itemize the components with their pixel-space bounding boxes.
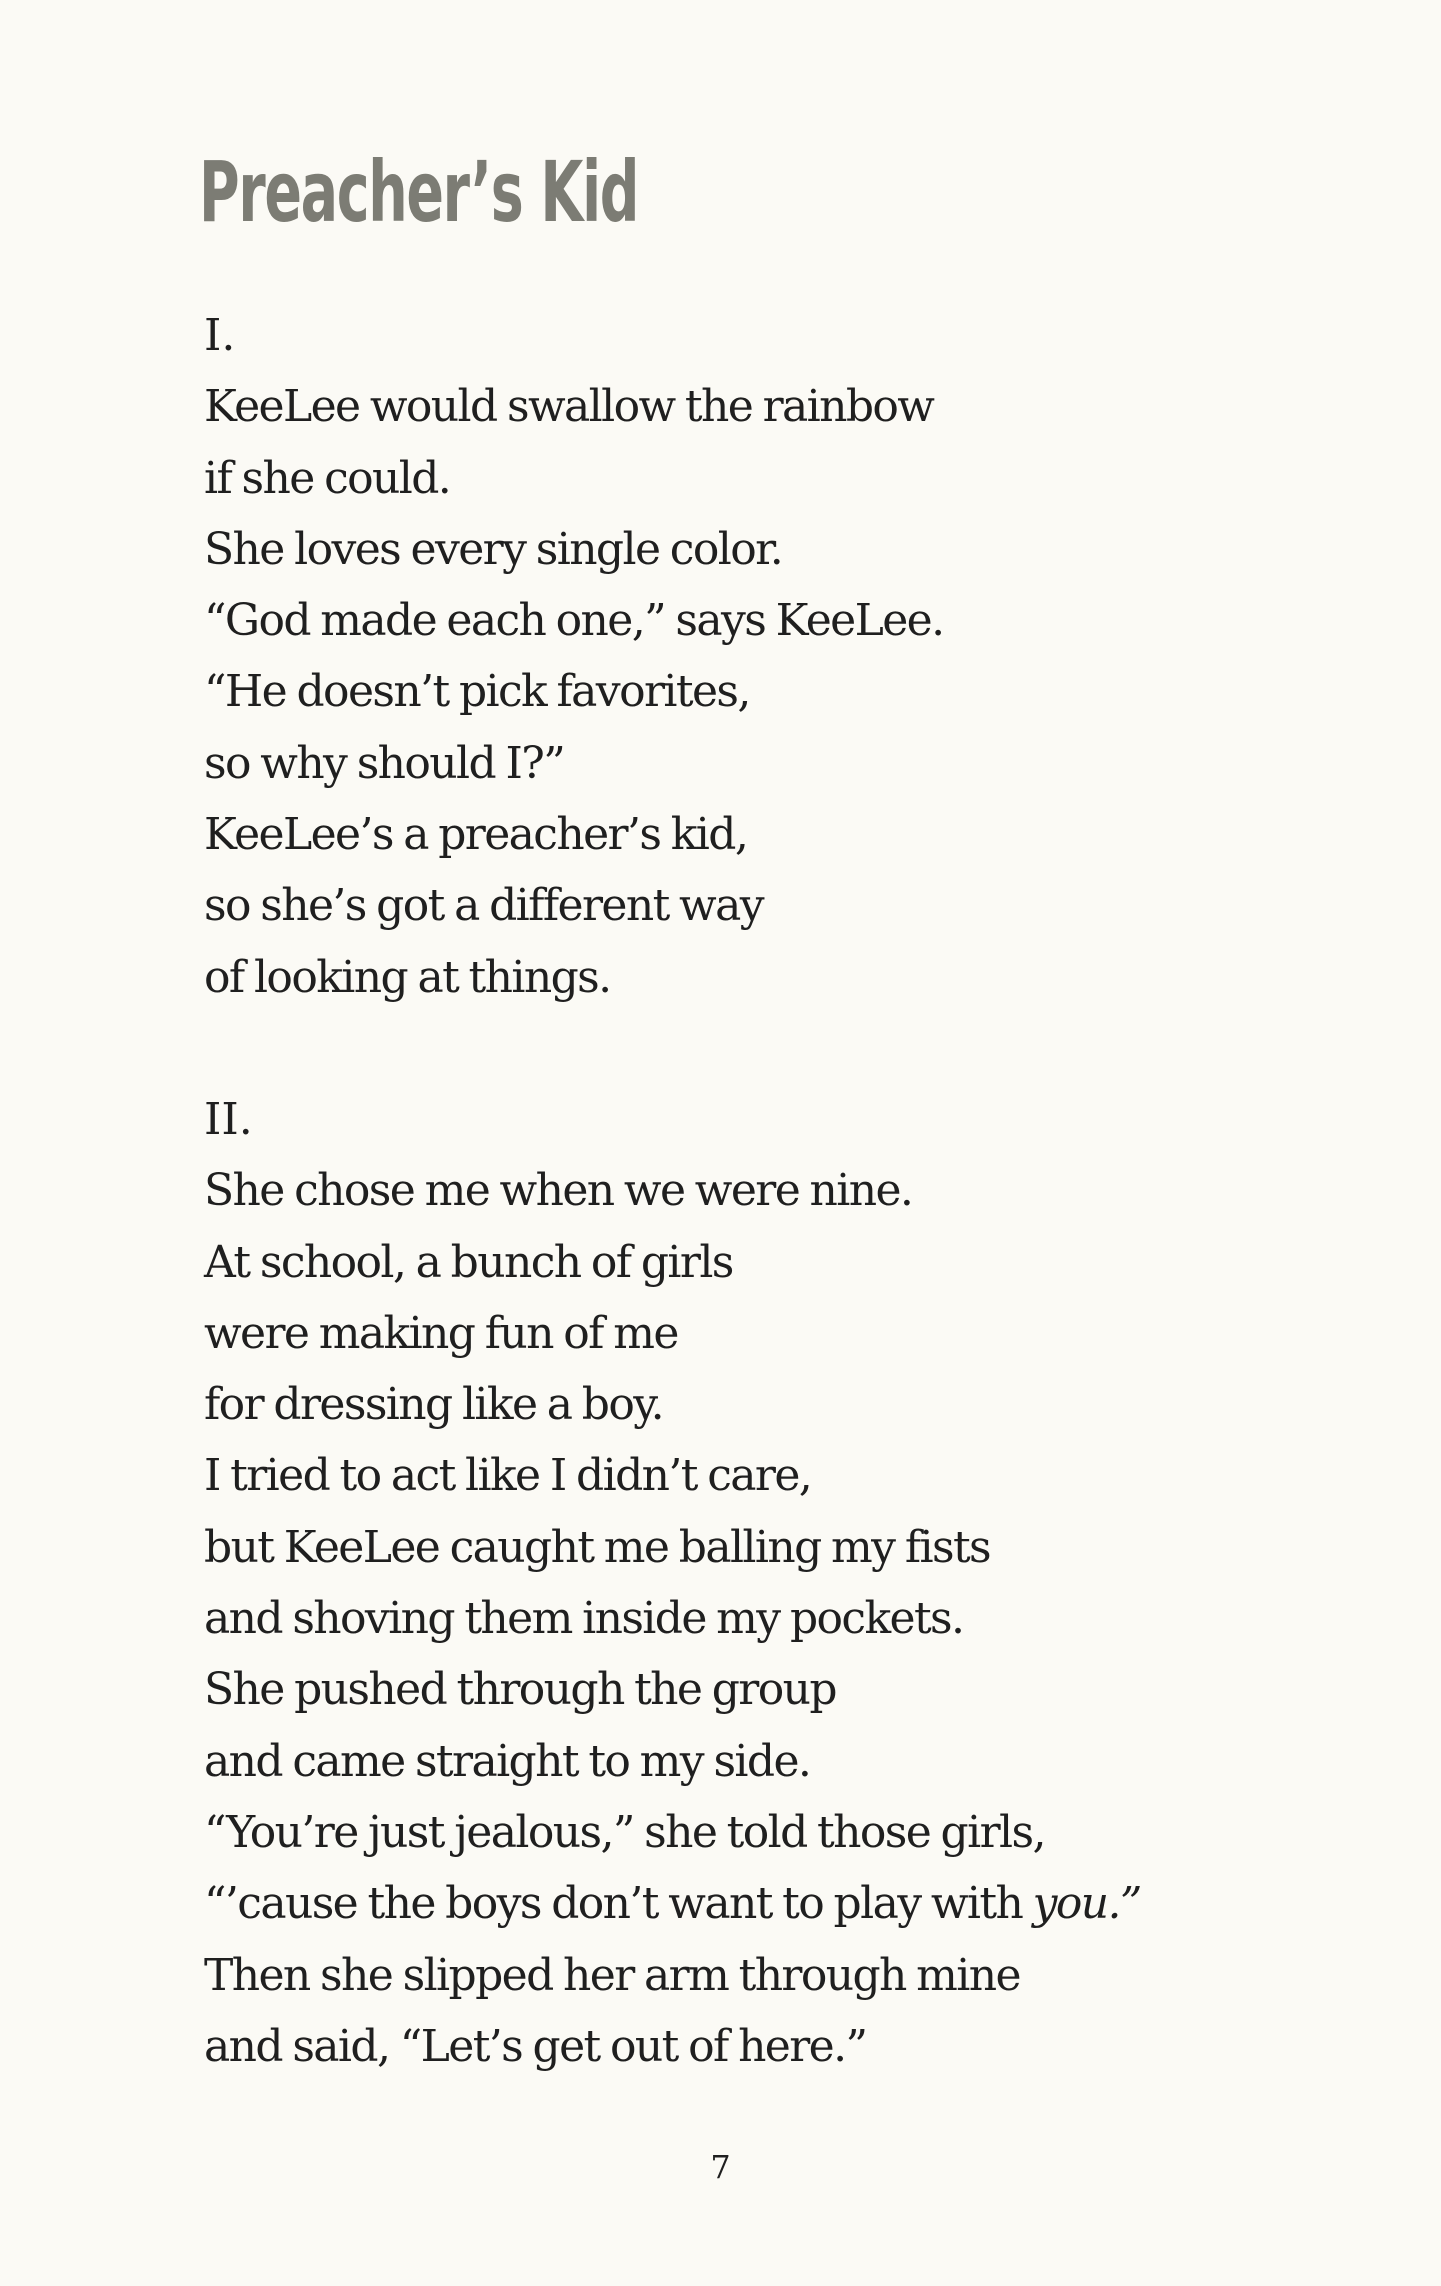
- poem-line: At school, a bunch of girls: [204, 1236, 733, 1288]
- poem-line: Then she slipped her arm through mine: [204, 1949, 1020, 2001]
- poem-line: KeeLee’s a preacher’s kid,: [204, 809, 748, 861]
- poem-line: and shoving them inside my pockets.: [204, 1593, 964, 1645]
- poem-line: so why should I?”: [204, 737, 565, 789]
- page-number: 7: [710, 2148, 731, 2186]
- emphasized-word: you.”: [1032, 1878, 1141, 1930]
- poem-line: “You’re just jealous,” she told those girls,: [204, 1806, 1045, 1858]
- poem-line: [204, 1868, 1304, 1939]
- stanza-1: [204, 300, 1304, 1013]
- poem-line: were making fun of me: [204, 1307, 678, 1359]
- poem-line: I tried to act like I didn’t care,: [204, 1450, 812, 1502]
- poem-line: She loves every single color.: [204, 523, 783, 575]
- poem-line: if she could.: [204, 452, 451, 504]
- stanza-2: [204, 1084, 1304, 2082]
- stanza-numeral: I.: [204, 310, 236, 361]
- poem-line: She pushed through the group: [204, 1664, 836, 1716]
- poem-line: and came straight to my side.: [204, 1735, 811, 1787]
- poem-line: so she’s got a different way: [204, 880, 763, 932]
- poem-line: for dressing like a boy.: [204, 1379, 664, 1431]
- poem-line: “God made each one,” says KeeLee.: [204, 595, 944, 647]
- poem-line-text: “’cause the boys don’t want to play with: [204, 1878, 1033, 1930]
- poem-line: but KeeLee caught me balling my fists: [204, 1521, 991, 1573]
- poem-line: KeeLee would swallow the rainbow: [204, 381, 934, 433]
- poem-title: Preacher’s Kid: [199, 143, 639, 241]
- poem-line: “He doesn’t pick favorites,: [204, 666, 750, 718]
- poem-line: and said, “Let’s get out of here.”: [204, 2020, 867, 2072]
- poem-line: of looking at things.: [204, 951, 611, 1003]
- stanza-numeral: II.: [204, 1094, 253, 1145]
- poem-line: She chose me when we were nine.: [204, 1165, 913, 1217]
